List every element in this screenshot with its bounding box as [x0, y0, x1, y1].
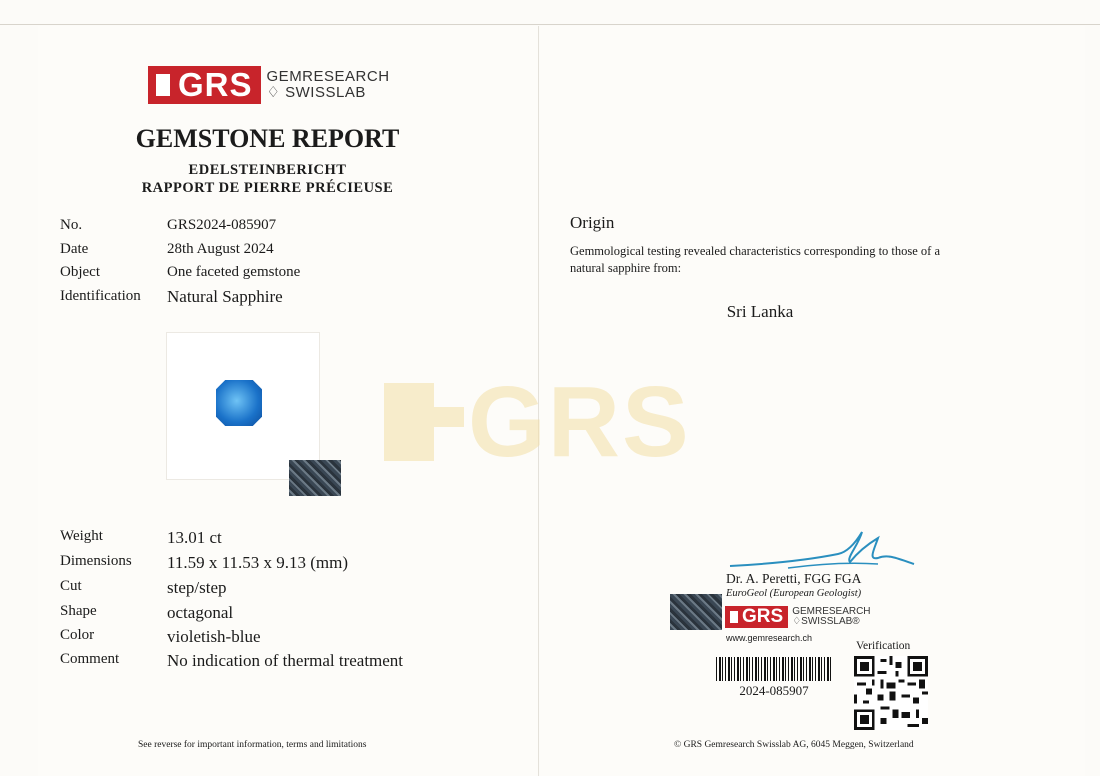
origin-text: Gemmological testing revealed characteristics corresponding to those of a natural sapphire from:: [570, 244, 941, 275]
property-value: octagonal: [167, 603, 234, 622]
logo-line1: GEMRESEARCH: [266, 68, 390, 86]
property-label: Comment: [60, 651, 120, 667]
grs-logo-words: [267, 69, 390, 101]
swiss-cross-icon: [156, 74, 170, 96]
property-label: Cut: [60, 578, 82, 594]
logo-line2: ♢SWISSLAB®: [792, 616, 860, 627]
grs-logo-brand: GRS: [742, 606, 784, 627]
logo-line2: ♢ SWISSLAB: [266, 84, 366, 101]
detail-value: 28th August 2024: [167, 241, 274, 257]
report-title: GEMSTONE REPORT: [135, 124, 400, 153]
grs-watermark: [384, 366, 691, 478]
property-value: 13.01 ct: [167, 528, 222, 547]
detail-value: One faceted gemstone: [167, 264, 301, 280]
hologram-seal: [670, 594, 722, 630]
property-label: Color: [60, 627, 95, 643]
signer-title: EuroGeol (European Geologist): [726, 588, 862, 599]
watermark-text: GRS: [468, 366, 691, 478]
property-label: Shape: [60, 603, 97, 619]
property-label: Dimensions: [60, 553, 132, 569]
property-value: 11.59 x 11.53 x 9.13 (mm): [167, 553, 349, 572]
qr-code[interactable]: [854, 656, 928, 730]
page-top-edge: [0, 24, 1100, 25]
property-value: step/step: [167, 578, 227, 597]
report-title-fr: RAPPORT DE PIERRE PRÉCIEUSE: [141, 180, 394, 196]
report-title-de: EDELSTEINBERICHT: [188, 162, 347, 178]
detail-value: GRS2024-085907: [167, 217, 277, 233]
grs-logo: [148, 66, 390, 104]
website-link[interactable]: www.gemresearch.ch: [726, 633, 813, 643]
detail-label: Object: [60, 264, 100, 280]
footer-copyright: © GRS Gemresearch Swisslab AG, 6045 Meggen, Switzerland: [674, 740, 914, 750]
grs-small-logo: [725, 606, 871, 628]
diamond-icon: ♢: [792, 616, 802, 627]
detail-label: No.: [60, 217, 83, 233]
sapphire-image: [216, 380, 262, 426]
logo-line1: GEMRESEARCH: [792, 605, 871, 617]
barcode-number: 2024-085907: [739, 683, 809, 698]
grs-logo-brand: GRS: [178, 66, 253, 103]
signer-name: Dr. A. Peretti, FGG FGA: [726, 571, 862, 586]
grs-logo-words: [792, 607, 870, 628]
grs-logo-badge: [725, 606, 788, 628]
property-label: Weight: [60, 528, 103, 544]
hologram-seal: [289, 460, 341, 496]
detail-label: Date: [60, 241, 89, 257]
barcode-image: [716, 657, 832, 681]
swiss-cross-icon: [730, 611, 738, 623]
detail-value: Natural Sapphire: [167, 287, 283, 306]
verification-label: Verification: [856, 640, 911, 652]
watermark-cross-icon: [384, 383, 434, 461]
signature-image: [728, 524, 918, 574]
diamond-icon: ♢: [266, 84, 286, 101]
property-value: No indication of thermal treatment: [167, 651, 404, 670]
footer-disclaimer: See reverse for important information, terms and limitations: [138, 740, 367, 750]
origin-value: Sri Lanka: [726, 302, 794, 321]
detail-label: Identification: [60, 288, 141, 304]
grs-logo-badge: [148, 66, 261, 104]
property-value: violetish-blue: [167, 627, 261, 646]
origin-heading: Origin: [570, 213, 615, 232]
